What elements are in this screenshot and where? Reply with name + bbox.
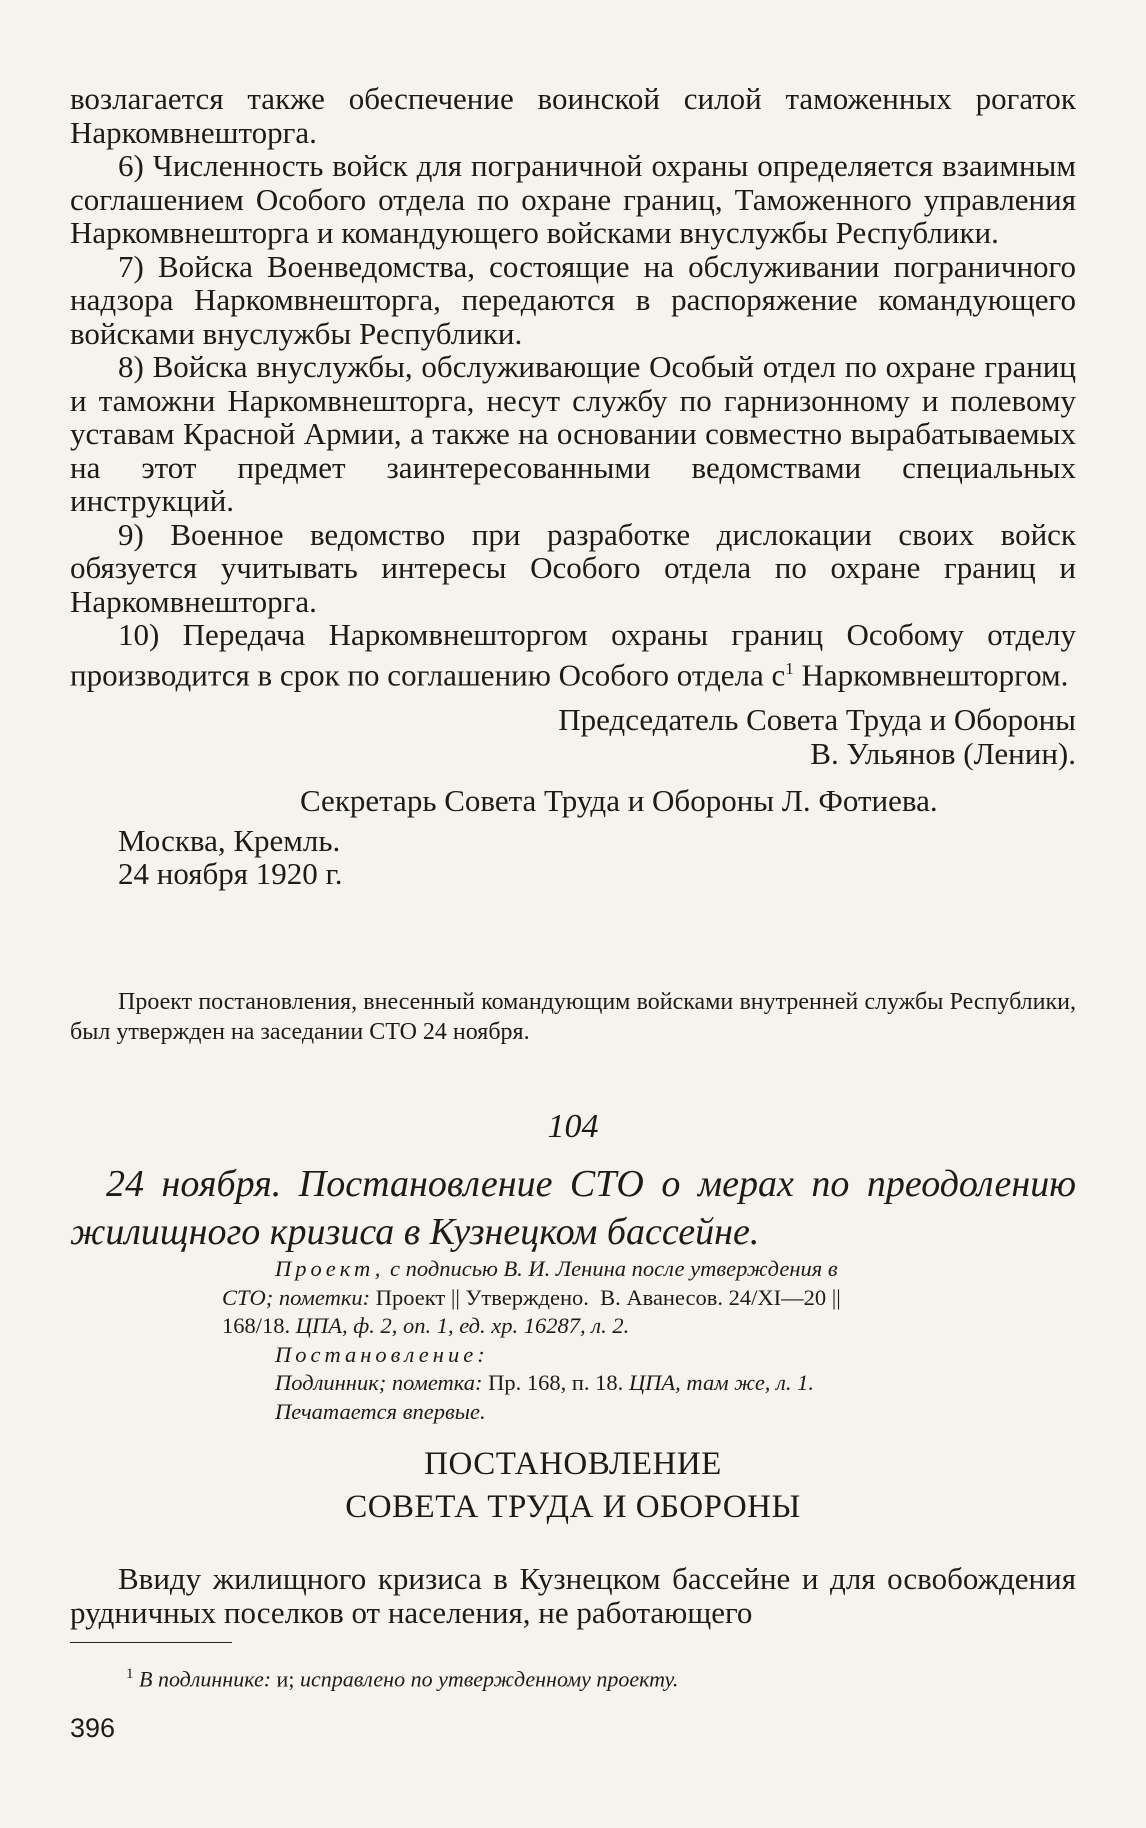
date: 24 ноября 1920 г.: [118, 856, 343, 892]
paragraph-5-end: возлагается также обеспечение воинской силой таможенных рогаток Наркомвнешторга.: [70, 81, 1084, 150]
meta-project-desc: с подписью В. И. Ленина после утверждения в: [384, 1256, 838, 1281]
heading-line-2: СОВЕТА ТРУДА И ОБОРОНЫ: [345, 1489, 801, 1525]
chairman-title: Председатель Совета Труда и Обороны: [558, 702, 1076, 738]
paragraph-6: 6) Численность войск для пограничной охраны определяется взаимным соглашением Особого отдела по охране границ, Таможенного управления Наркомвнешторга и командующего войсками внуслужбы Республики.: [70, 148, 1084, 250]
meta-original-mark: Пр. 168, п. 18.: [482, 1370, 629, 1395]
place: Москва, Кремль.: [118, 822, 341, 858]
meta-marks-label: СТО; пометки:: [222, 1284, 371, 1310]
main-text-top: [70, 81, 1084, 892]
footnote-original: и;: [271, 1666, 300, 1692]
document-title: 24 ноября. Постановление СТО о мерах по преодолению жилищного кризиса в Кузнецком бассейне.: [70, 1163, 1086, 1253]
secretary-signature: Секретарь Совета Труда и Обороны Л. Фотиева.: [300, 783, 938, 819]
chairman-name: В. Ульянов (Ленин).: [810, 735, 1076, 771]
paragraph-9: 9) Военное ведомство при разработке дислокации своих войск обязуется учитывать интересы Особого отдела по охране границ и Наркомвнешторга.: [70, 516, 1084, 619]
editorial-note: Проект постановления, внесенный командующим войсками внутренней службы Республики, был утвержден на заседании СТО 24 ноября.: [70, 989, 1082, 1045]
paragraph-7: 7) Войска Военведомства, состоящие на обслуживании пограничного надзора Наркомвнешторга, передаются в распоряжение командующего войсками внуслужбы Республики.: [70, 248, 1084, 351]
paragraph-8: 8) Войска внуслужбы, обслуживающие Особый отдел по охране границ и таможни Наркомвнешторга, несут службу по гарнизонному и полевому уставам Красной Армии, а также на основании совместно вырабатываемых на этот предмет заинтересованными ведомствами специальных инструкций.: [70, 349, 1084, 518]
footnote-correction: исправлено по утвержденному проекту.: [299, 1666, 679, 1692]
resolution-paragraph-1: Ввиду жилищного кризиса в Кузнецком бассейне и для освобождения рудничных поселков от населения, не работающего: [70, 1561, 1084, 1630]
meta-line-3: [70, 1312, 1076, 1341]
footnote-reference: 1: [785, 658, 794, 678]
footnote: [70, 1659, 1076, 1694]
archive-metadata: [70, 1255, 1076, 1426]
heading-line-1: ПОСТАНОВЛЕНИЕ: [424, 1446, 722, 1482]
meta-line-5: [70, 1369, 1076, 1398]
document-number: 104: [547, 1108, 599, 1145]
meta-line-2: [70, 1284, 1076, 1313]
footnote-divider: [70, 1642, 232, 1643]
meta-original-ref: ЦПА, там же, л. 1.: [628, 1370, 814, 1395]
page-number: 396: [70, 1713, 116, 1743]
meta-project-label: Проект,: [275, 1256, 385, 1281]
footnote-label: В подлиннике:: [139, 1666, 272, 1692]
meta-line-6: [70, 1398, 1076, 1427]
meta-line-1: [70, 1255, 1076, 1284]
paragraph-10: [70, 617, 1084, 692]
resolution-heading: [70, 1443, 1076, 1529]
meta-original-label: Подлинник; пометка:: [275, 1370, 483, 1395]
meta-marks: Проект || Утверждено. В. Аванесов. 24/XI—20 ||: [370, 1284, 841, 1310]
meta-first-print: Печатается впервые.: [275, 1398, 486, 1424]
meta-line-4: [70, 1341, 1076, 1370]
main-text-bottom: [70, 1561, 1084, 1630]
footnote-mark: 1: [126, 1666, 134, 1682]
paragraph-10-text: 10) Передача Наркомвнешторгом охраны границ Особому отделу производится в срок по соглашению Особого отдела с: [70, 617, 1084, 692]
meta-archive-ref: ЦПА, ф. 2, оп. 1, ед. хр. 16287, л. 2.: [295, 1313, 630, 1338]
paragraph-10-end: Наркомвнешторгом.: [793, 656, 1069, 692]
meta-resolution-label: Постановление:: [275, 1341, 489, 1367]
meta-number: 168/18.: [222, 1313, 296, 1338]
